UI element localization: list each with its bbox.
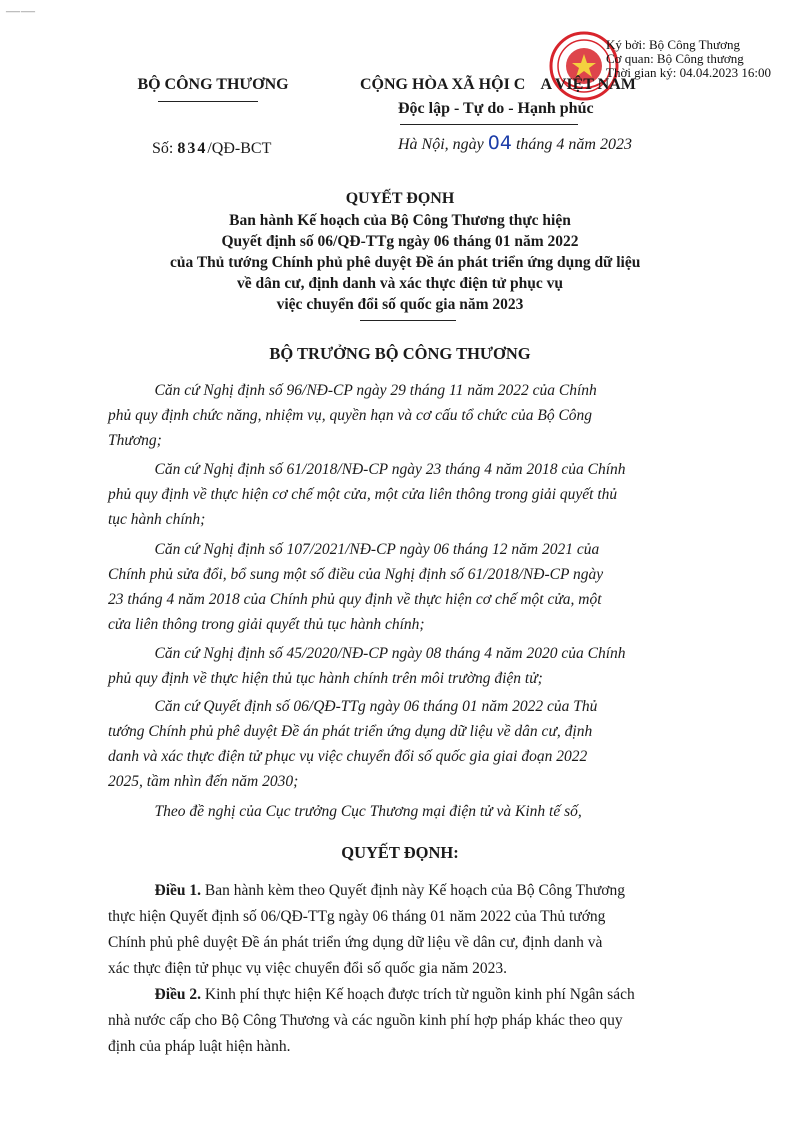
document-number (152, 140, 271, 158)
date-prefix: Hà Nội, ngày (398, 136, 488, 153)
basis-line: Thương; (108, 432, 162, 449)
digital-signature-info (606, 38, 800, 80)
subtitle-line: của Thủ tướng Chính phủ phê duyệt Đề án phát triển ứng dụng dữ liệu (170, 254, 641, 271)
ministry-underline (158, 101, 258, 102)
basis-line: phủ quy định về thực hiện cơ chế một cửa, một cửa liên thông trong giải quyết thủ (108, 486, 618, 503)
article-text: Kinh phí thực hiện Kế hoạch được trích từ nguồn kinh phí Ngân sách (201, 986, 635, 1003)
basis-line: tướng Chính phủ phê duyệt Đề án phát triển ứng dụng dữ liệu về dân cư, định (108, 723, 593, 740)
article-line: xác thực điện tử phục vụ việc chuyển đổi số quốc gia năm 2023. (108, 960, 508, 977)
article-line: thực hiện Quyết định số 06/QĐ-TTg ngày 06 tháng 01 năm 2022 của Thủ tướng (108, 908, 606, 925)
legal-basis-paragraph (108, 799, 728, 824)
subtitle-line: việc chuyển đổi số quốc gia năm 2023 (276, 296, 524, 313)
basis-line: cửa liên thông trong giải quyết thủ tục hành chính; (108, 616, 425, 633)
legal-basis-paragraph (108, 694, 728, 794)
article-2 (108, 982, 738, 1060)
corner-mark: —— (6, 4, 36, 19)
doc-number-suffix: /QĐ-BCT (207, 140, 272, 157)
document-subtitle (170, 210, 641, 315)
issuing-authority: BỘ TRƯỞNG BỘ CÔNG THƯƠNG (269, 344, 531, 363)
issuing-ministry: BỘ CÔNG THƯƠNG (137, 76, 289, 93)
article-label: Điều 2. (154, 986, 201, 1003)
basis-line: Chính phủ sửa đổi, bổ sung một số điều của Nghị định số 61/2018/NĐ-CP ngày (108, 566, 604, 583)
national-motto: Độc lập - Tự do - Hạnh phúc (398, 100, 594, 117)
signature-agency: Cơ quan: Bộ Công thương (606, 51, 744, 66)
doc-number-value: 834 (177, 140, 208, 157)
basis-line: 2025, tầm nhìn đến năm 2030; (108, 773, 299, 790)
basis-line: Căn cứ Nghị định số 45/2020/NĐ-CP ngày 08 tháng 4 năm 2020 của Chính (108, 645, 626, 662)
signature-signed-by: Ký bởi: Bộ Công Thương (606, 38, 740, 52)
national-title: CỘNG HÒA XÃ HỘI C A VIỆT NAM (360, 76, 636, 93)
basis-line: danh và xác thực điện tử phục vụ việc chuyển đổi số quốc gia giai đoạn 2022 (108, 748, 588, 765)
basis-line: Căn cứ Nghị định số 61/2018/NĐ-CP ngày 23 tháng 4 năm 2018 của Chính (108, 461, 626, 478)
article-label: Điều 1. (154, 882, 201, 899)
article-1 (108, 878, 738, 982)
motto-underline (400, 124, 578, 125)
basis-line: 23 tháng 4 năm 2018 của Chính phủ quy định về thực hiện cơ chế một cửa, một (108, 591, 602, 608)
subtitle-line: Quyết định số 06/QĐ-TTg ngày 06 tháng 01 năm 2022 (221, 233, 579, 250)
legal-basis-paragraph (108, 537, 728, 637)
legal-basis-paragraph (108, 378, 728, 453)
subtitle-underline (360, 320, 456, 321)
date-suffix: tháng 4 năm 2023 (511, 136, 632, 153)
legal-basis-paragraph (108, 641, 728, 691)
subtitle-line: về dân cư, định danh và xác thực điện tử phục vụ (237, 275, 563, 292)
basis-line: phủ quy định chức năng, nhiệm vụ, quyền hạn và cơ cấu tổ chức của Bộ Công (108, 407, 593, 424)
basis-line: Theo đề nghị của Cục trưởng Cục Thương mại điện tử và Kinh tế số, (108, 803, 582, 820)
basis-line: Căn cứ Quyết định số 06/QĐ-TTg ngày 06 tháng 01 năm 2022 của Thủ (108, 698, 598, 715)
signature-time: Thời gian ký: 04.04.2023 16:00 (606, 65, 772, 80)
article-line: Chính phủ phê duyệt Đề án phát triển ứng dụng dữ liệu về dân cư, định danh và (108, 934, 603, 951)
article-text: Ban hành kèm theo Quyết định này Kế hoạch của Bộ Công Thương (201, 882, 625, 899)
article-line: nhà nước cấp cho Bộ Công Thương và các nguồn kinh phí hợp pháp khác theo quy (108, 1012, 623, 1029)
document-title: QUYẾT ĐỌNH (345, 190, 455, 207)
decision-heading: QUYẾT ĐỌNH: (341, 843, 459, 862)
basis-line: Căn cứ Nghị định số 107/2021/NĐ-CP ngày 06 tháng 12 năm 2021 của (108, 541, 600, 558)
doc-number-prefix: Số: (152, 140, 178, 157)
basis-line: Căn cứ Nghị định số 96/NĐ-CP ngày 29 tháng 11 năm 2022 của Chính (108, 382, 597, 399)
issue-date (398, 132, 632, 154)
basis-line: tục hành chính; (108, 511, 206, 528)
date-day-handwritten: 04 (487, 132, 512, 154)
legal-basis-paragraph (108, 457, 728, 532)
basis-line: phủ quy định về thực hiện thủ tục hành chính trên môi trường điện tử; (108, 670, 543, 687)
subtitle-line: Ban hành Kế hoạch của Bộ Công Thương thực hiện (229, 212, 571, 229)
article-line: định của pháp luật hiện hành. (108, 1038, 291, 1055)
